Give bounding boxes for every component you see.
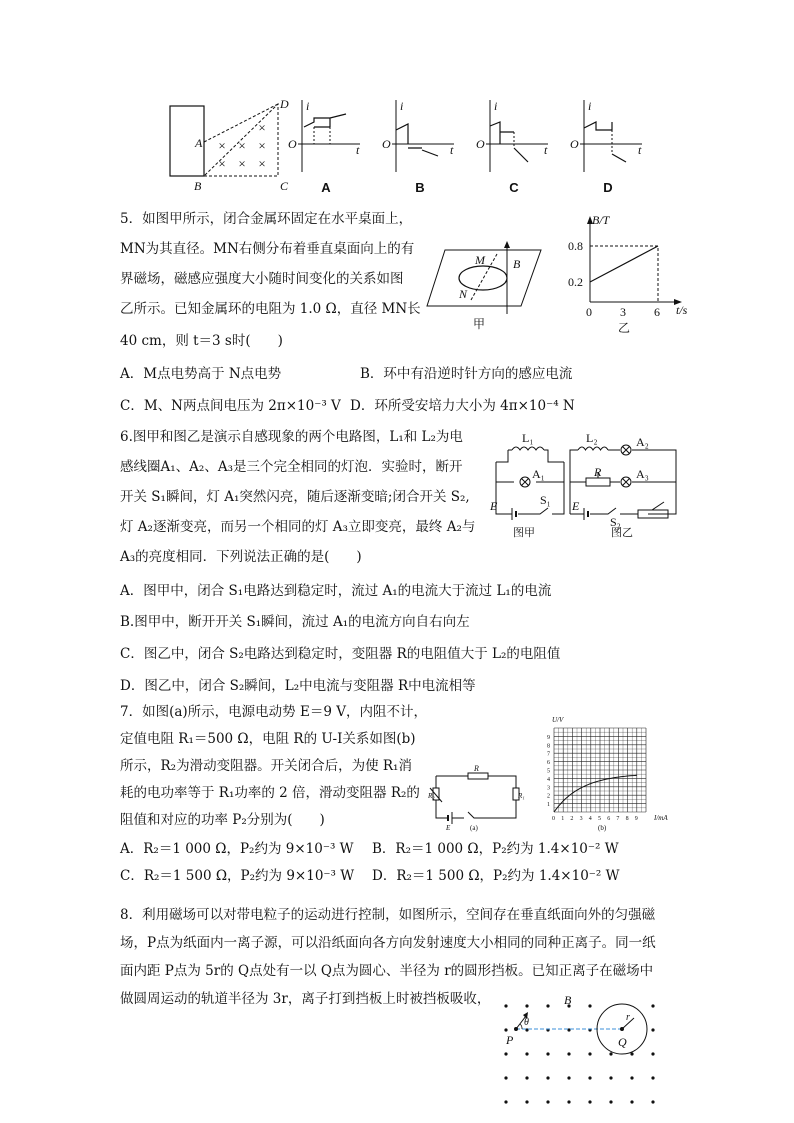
ui-ytick: 4 bbox=[547, 776, 550, 783]
yi-ytick-02: 0.2 bbox=[568, 275, 583, 289]
yi-xtick-6: 6 bbox=[654, 305, 660, 319]
ui-xtick: 6 bbox=[607, 816, 611, 822]
graph-option-d bbox=[570, 99, 642, 195]
svg-text:R: R bbox=[594, 465, 602, 479]
ui-chart-grid bbox=[554, 728, 646, 812]
svg-text:M: M bbox=[475, 253, 485, 267]
field-dot bbox=[651, 1100, 654, 1103]
field-dot bbox=[504, 1076, 507, 1079]
field-dot bbox=[651, 1028, 654, 1031]
graph-label-a: A bbox=[321, 180, 331, 195]
circuit-yi bbox=[570, 445, 676, 520]
svg-text:P: P bbox=[506, 1033, 514, 1047]
graph-label-b: B bbox=[415, 180, 425, 195]
field-dot bbox=[504, 1100, 507, 1103]
ui-ytick: 7 bbox=[547, 751, 550, 758]
q8-line-3: 面内距 P点为 5r的 Q点处有一以 Q点为圆心、半径为 r的圆形挡板。已知正离子在磁场中 bbox=[120, 963, 654, 979]
ui-ytick: 3 bbox=[547, 785, 550, 792]
svg-text:i: i bbox=[588, 99, 592, 113]
q7-line-4: 耗的电功率等于 R₁功率的 2 倍，滑动变阻器 R₂的 bbox=[120, 785, 420, 801]
svg-text:t: t bbox=[356, 143, 360, 157]
graph-option-b bbox=[382, 99, 454, 195]
q5-figure-yi bbox=[560, 210, 710, 335]
svg-text:×: × bbox=[238, 138, 246, 153]
q6-option-b: B.图甲中，断开开关 S₁瞬间，流过 A₁的电流方向自右向左 bbox=[120, 614, 470, 630]
field-dot bbox=[588, 1004, 591, 1007]
yi-ytick-08: 0.8 bbox=[568, 239, 583, 253]
q7-option-d: D．R₂＝1 500 Ω，P₂约为 1.4×10⁻² W bbox=[372, 868, 620, 884]
svg-text:t: t bbox=[450, 143, 454, 157]
ui-ytick: 2 bbox=[547, 793, 550, 800]
q6-line-4: 灯 A₂逐渐变亮，而另一个相同的灯 A₃立即变亮，最终 A₂与 bbox=[120, 519, 476, 535]
svg-text:L₂: L₂ bbox=[586, 431, 598, 445]
ui-ytick: 8 bbox=[547, 743, 550, 750]
q5-option-b: B．环中有沿逆时针方向的感应电流 bbox=[360, 366, 573, 382]
q5-figure-jia bbox=[425, 238, 545, 338]
svg-text:R₁: R₁ bbox=[518, 792, 525, 800]
svg-text:S₂: S₂ bbox=[610, 515, 621, 529]
label-B: B bbox=[194, 179, 202, 193]
svg-text:θ: θ bbox=[524, 1017, 529, 1028]
field-dot bbox=[609, 1076, 612, 1079]
q8-line-4: 做圆周运动的轨道半径为 3r，离子打到挡板上时被挡板吸收， bbox=[120, 991, 491, 1007]
svg-text:i: i bbox=[494, 99, 498, 113]
ui-xtick: 3 bbox=[579, 816, 583, 822]
circuit-jia bbox=[496, 447, 564, 520]
q6-option-a: A．图甲中，闭合 S₁电路达到稳定时，流过 A₁的电流大于流过 L₁的电流 bbox=[120, 583, 552, 599]
q6-line-5: A₃的亮度相同．下列说法正确的是( ) bbox=[120, 549, 362, 565]
label-A: A bbox=[195, 136, 203, 150]
ui-xtick: 4 bbox=[588, 816, 592, 822]
q5-line-3: 界磁场，磁感应强度大小随时间变化的关系如图 bbox=[120, 271, 404, 287]
field-dot bbox=[546, 1076, 549, 1079]
yi-ylabel: B/T bbox=[592, 213, 610, 227]
q6-figure bbox=[488, 432, 678, 542]
svg-text:O: O bbox=[476, 137, 485, 151]
q5-option-c: C．M、N两点间电压为 2π×10⁻³ V bbox=[120, 398, 341, 414]
svg-text:B: B bbox=[513, 257, 521, 271]
q7-option-c: C．R₂＝1 500 Ω，P₂约为 9×10⁻³ W bbox=[120, 868, 355, 884]
q5-line-5: 40 cm，则 t＝3 s时( ) bbox=[120, 333, 283, 349]
field-dot bbox=[546, 1004, 549, 1007]
caption-tu-yi: 图乙 bbox=[611, 527, 633, 539]
svg-text:×: × bbox=[258, 156, 266, 171]
field-dot bbox=[588, 1076, 591, 1079]
graph-label-c: C bbox=[509, 180, 519, 195]
field-dot bbox=[567, 1100, 570, 1103]
svg-text:A₃: A₃ bbox=[636, 467, 649, 481]
svg-text:N: N bbox=[459, 287, 468, 301]
svg-text:r: r bbox=[626, 1012, 630, 1023]
svg-text:O: O bbox=[382, 137, 391, 151]
q7-figure-a bbox=[430, 764, 526, 832]
field-dot bbox=[546, 1052, 549, 1055]
q5-line-2: MN为其直径。MN右侧分布着垂直桌面向上的有 bbox=[120, 241, 415, 257]
ui-xtick: 1 bbox=[561, 816, 565, 822]
graph-option-c bbox=[476, 99, 548, 195]
q7-option-a: A．R₂＝1 000 Ω，P₂约为 9×10⁻³ W bbox=[120, 841, 354, 857]
field-dot bbox=[588, 1100, 591, 1103]
yi-xlabel: t/s bbox=[676, 303, 688, 317]
field-dot bbox=[504, 1004, 507, 1007]
svg-text:L₁: L₁ bbox=[522, 431, 534, 445]
caption-yi: 乙 bbox=[617, 321, 631, 335]
field-region-diagonal bbox=[204, 104, 278, 142]
field-dot bbox=[525, 1100, 528, 1103]
ui-xtick: 9 bbox=[634, 816, 638, 822]
svg-text:B: B bbox=[564, 993, 572, 1007]
q7-line-5: 阻值和对应的功率 P₂分别为( ) bbox=[120, 812, 325, 828]
field-dot bbox=[525, 1052, 528, 1055]
svg-text:×: × bbox=[218, 138, 226, 153]
field-dot bbox=[525, 1004, 528, 1007]
field-dot bbox=[651, 1076, 654, 1079]
field-dot bbox=[588, 1052, 591, 1055]
field-crosses bbox=[218, 120, 265, 171]
svg-text:×: × bbox=[218, 156, 226, 171]
ui-xtick: 5 bbox=[598, 816, 601, 822]
q6-line-1: 6.图甲和图乙是演示自感现象的两个电路图，L₁和 L₂为电 bbox=[120, 429, 463, 445]
q8-figure bbox=[498, 993, 668, 1116]
svg-text:R₂: R₂ bbox=[428, 792, 435, 800]
graph-option-a bbox=[288, 99, 360, 195]
q7-line-1: 7．如图(a)所示，电源电动势 E＝9 V，内阻不计， bbox=[120, 704, 427, 720]
q6-line-3: 开关 S₁瞬间，灯 A₁突然闪亮，随后逐渐变暗;闭合开关 S₂, bbox=[120, 489, 470, 505]
label-D: D bbox=[280, 97, 289, 111]
label-C: C bbox=[280, 179, 289, 193]
q6-line-2: 感线圈A₁、A₂、A₃是三个完全相同的灯泡．实验时，断开 bbox=[120, 459, 463, 475]
q6-option-c: C．图乙中，闭合 S₂电路达到稳定时，变阻器 R的电阻值大于 L₂的电阻值 bbox=[120, 646, 561, 662]
ui-xtick: 0 bbox=[552, 816, 555, 822]
field-dot bbox=[567, 1052, 570, 1055]
yi-b-line bbox=[590, 246, 658, 282]
svg-text:×: × bbox=[238, 156, 246, 171]
q5-line-4: 乙所示。已知金属环的电阻为 1.0 Ω，直径 MN长 bbox=[120, 301, 421, 317]
svg-text:i: i bbox=[306, 99, 310, 113]
field-dot bbox=[609, 1100, 612, 1103]
svg-text:t: t bbox=[544, 143, 548, 157]
svg-text:i: i bbox=[400, 99, 404, 113]
caption-jia: 甲 bbox=[472, 317, 486, 331]
svg-text:E: E bbox=[572, 499, 580, 513]
ui-ytick: 1 bbox=[547, 802, 550, 809]
svg-text:O: O bbox=[570, 137, 579, 151]
svg-text:E: E bbox=[446, 824, 451, 832]
caption-a: (a) bbox=[470, 824, 478, 832]
field-dot bbox=[525, 1076, 528, 1079]
ui-ytick: 5 bbox=[547, 768, 550, 775]
q7-ui-chart bbox=[536, 712, 676, 834]
q7-line-3: 所示，R₂为滑动变阻器。开关闭合后，为使 R₁消 bbox=[120, 758, 412, 774]
q5-option-d: D．环所受安培力大小为 4π×10⁻⁴ N bbox=[350, 398, 575, 414]
q7-option-b: B．R₂＝1 000 Ω，P₂约为 1.4×10⁻² W bbox=[372, 841, 619, 857]
q8-line-2: 场，P点为纸面内一离子源，可以沿纸面向各方向发射速度大小相同的同种正离子。同一纸 bbox=[120, 935, 656, 951]
ui-xtick: 8 bbox=[625, 816, 629, 822]
ui-xlabel: I/mA bbox=[654, 814, 668, 822]
ui-ytick: 9 bbox=[547, 734, 550, 741]
yi-xtick-0: 0 bbox=[586, 305, 592, 319]
q5-line-1: 5．如图甲所示，闭合金属环固定在水平桌面上， bbox=[120, 211, 413, 227]
svg-text:O: O bbox=[288, 137, 297, 151]
field-dot bbox=[630, 1100, 633, 1103]
q5-option-a: A．M点电势高于 N点电势 bbox=[120, 366, 282, 382]
field-dot bbox=[567, 1076, 570, 1079]
yi-xtick-3: 3 bbox=[620, 305, 626, 319]
field-dot bbox=[651, 1004, 654, 1007]
ui-xtick: 2 bbox=[570, 816, 574, 822]
svg-text:A₁: A₁ bbox=[532, 467, 545, 481]
ui-ylabel: U/V bbox=[552, 716, 564, 724]
svg-text:t: t bbox=[638, 143, 642, 157]
svg-text:A₂: A₂ bbox=[636, 435, 649, 449]
q6-option-d: D．图乙中，闭合 S₂瞬间，L₂中电流与变阻器 R中电流相等 bbox=[120, 678, 476, 694]
svg-text:Q: Q bbox=[618, 1035, 627, 1049]
field-dot bbox=[504, 1052, 507, 1055]
field-dot bbox=[546, 1100, 549, 1103]
q7-line-2: 定值电阻 R₁＝500 Ω，电阻 R的 U-I关系如图(b) bbox=[120, 731, 416, 747]
field-dot bbox=[651, 1052, 654, 1055]
caption-tu-jia: 图甲 bbox=[513, 527, 535, 539]
q4-figure bbox=[160, 92, 670, 200]
svg-text:×: × bbox=[258, 138, 266, 153]
svg-text:E: E bbox=[490, 499, 498, 513]
field-dot bbox=[504, 1028, 507, 1031]
q8-line-1: 8．利用磁场可以对带电粒子的运动进行控制，如图所示，空间存在垂直纸面向外的匀强磁 bbox=[120, 907, 656, 923]
svg-text:R: R bbox=[474, 764, 479, 773]
ui-ytick: 6 bbox=[547, 760, 550, 767]
graph-label-d: D bbox=[603, 180, 613, 195]
field-dot bbox=[630, 1076, 633, 1079]
field-dot bbox=[609, 1052, 612, 1055]
caption-b: (b) bbox=[598, 824, 607, 832]
svg-text:×: × bbox=[258, 120, 266, 135]
ui-xtick: 7 bbox=[616, 816, 620, 822]
svg-text:S₁: S₁ bbox=[540, 493, 551, 507]
